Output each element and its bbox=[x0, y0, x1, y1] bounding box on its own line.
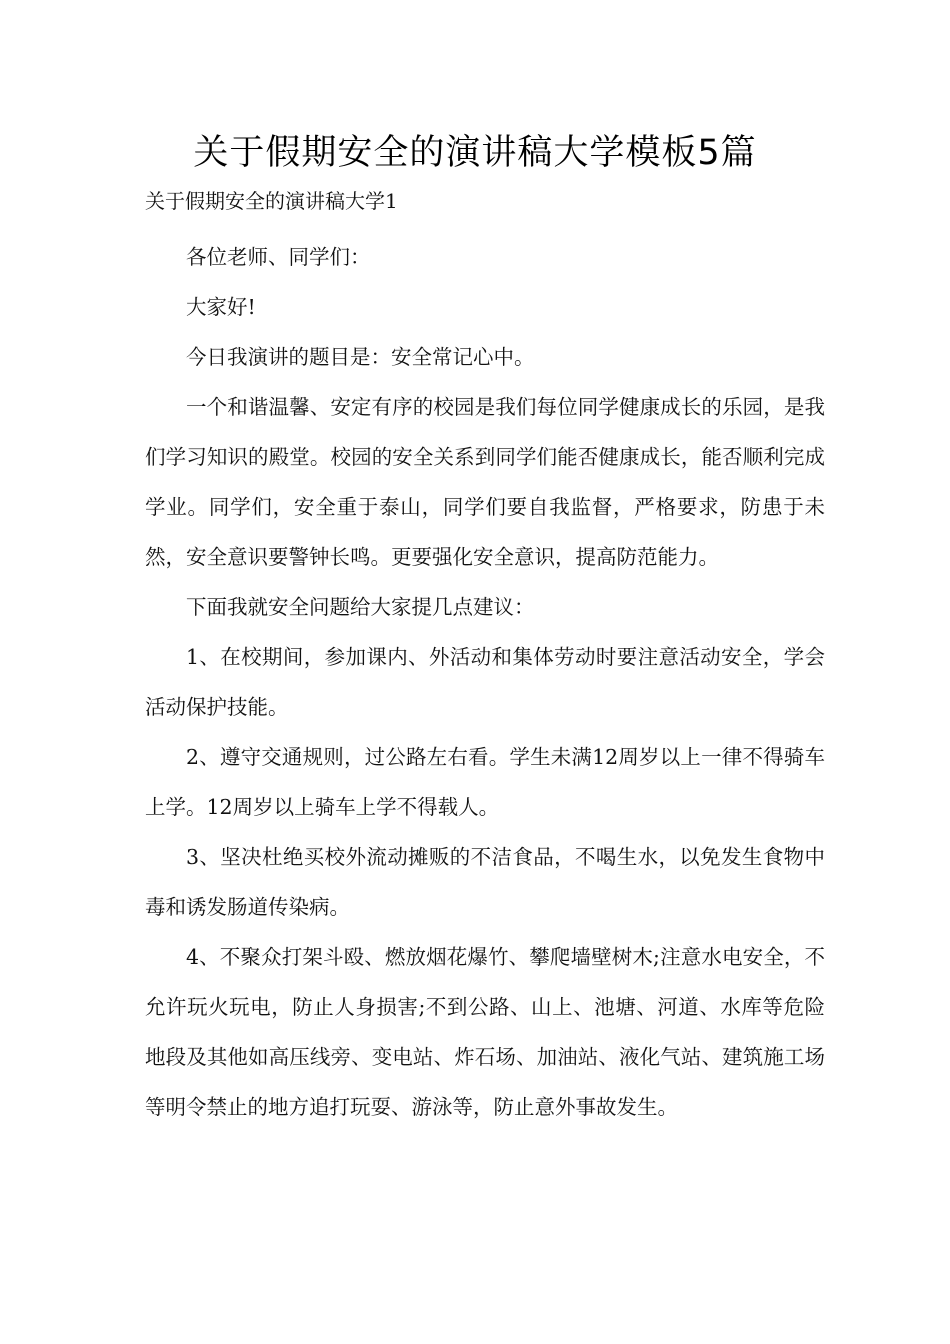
paragraph-hello: 大家好! bbox=[186, 295, 256, 319]
document-body bbox=[145, 232, 825, 1132]
paragraph-suggestion-4: 4、不聚众打架斗殴、燃放烟花爆竹、攀爬墙壁树木;注意水电安全，不允许玩火玩电，防止人身损害;不到公路、山上、池塘、河道、水库等危险地段及其他如高压线旁、变电站、炸石场、加油站、液化气站、建筑施工场等明令禁止的地方追打玩耍、游泳等，防止意外事故发生。 bbox=[145, 945, 825, 1119]
paragraph-suggestion-3: 3、坚决杜绝买校外流动摊贩的不洁食品，不喝生水，以免发生食物中毒和诱发肠道传染病。 bbox=[145, 845, 825, 919]
paragraph-suggestions-lead: 下面我就安全问题给大家提几点建议： bbox=[186, 595, 535, 619]
paragraph-suggestion-2: 2、遵守交通规则，过公路左右看。学生未满12周岁以上一律不得骑车上学。12周岁以上骑车上学不得载人。 bbox=[145, 745, 825, 819]
paragraph-intro: 一个和谐温馨、安定有序的校园是我们每位同学健康成长的乐园，是我们学习知识的殿堂。校园的安全关系到同学们能否健康成长，能否顺利完成学业。同学们，安全重于泰山，同学们要自我监督，严格要求，防患于未然，安全意识要警钟长鸣。更要强化安全意识，提高防范能力。 bbox=[145, 395, 825, 569]
paragraph-greeting: 各位老师、同学们： bbox=[186, 245, 371, 269]
document-title: 关于假期安全的演讲稿大学模板5篇 bbox=[193, 133, 757, 173]
paragraph-suggestion-1: 1、在校期间，参加课内、外活动和集体劳动时要注意活动安全，学会活动保护技能。 bbox=[145, 645, 825, 719]
section-heading: 关于假期安全的演讲稿大学1 bbox=[145, 189, 398, 213]
paragraph-topic: 今日我演讲的题目是：安全常记心中。 bbox=[186, 345, 535, 369]
